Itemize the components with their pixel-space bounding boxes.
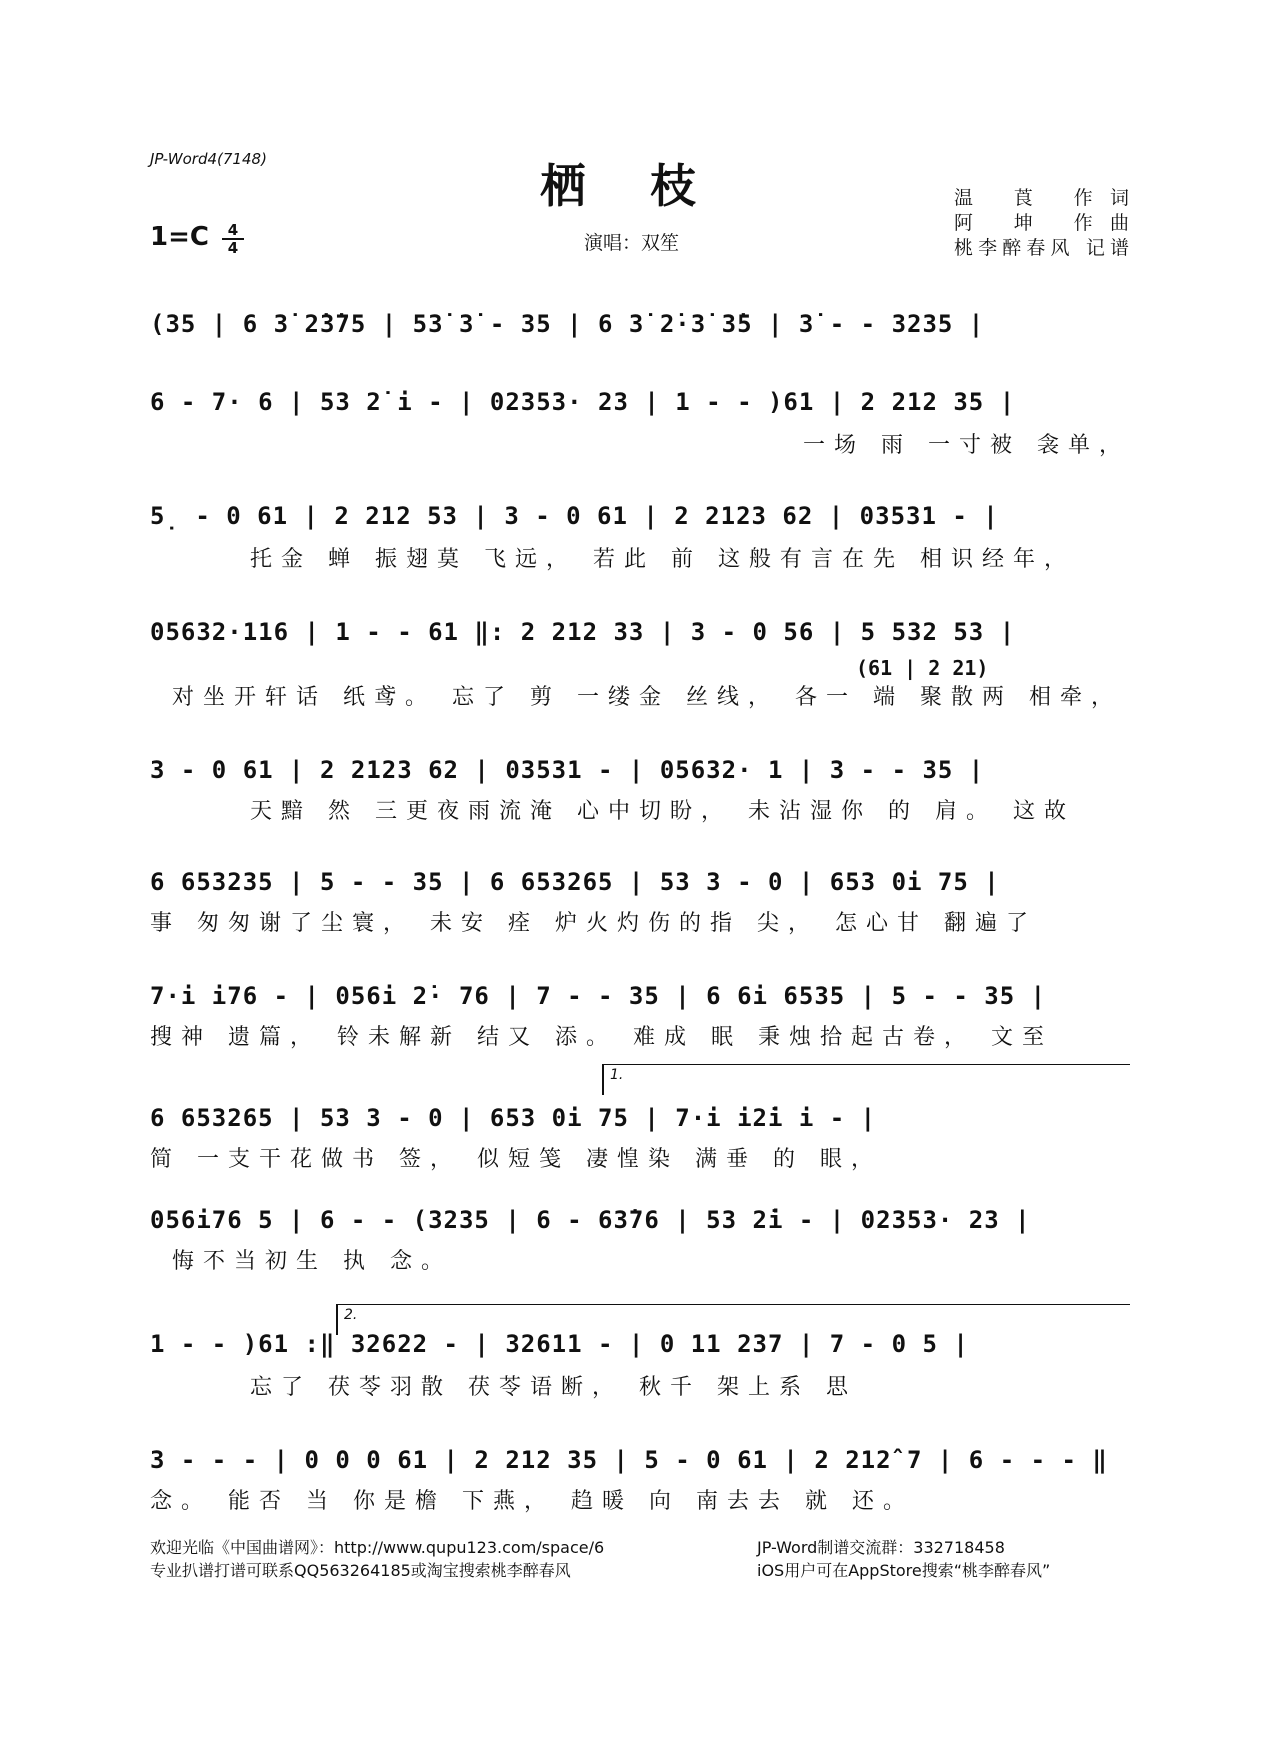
software-label: JP-Word4(7148) <box>150 150 267 168</box>
time-signature-bottom: 4 <box>227 239 239 257</box>
credits-block <box>954 186 1129 261</box>
lyric-line-6: 事 匆匆谢了尘寰， 未安 痊 炉火灼伤的指 尖， 怎心甘 翻遍了 <box>150 911 1037 936</box>
music-line-5: 3 - 0 61 | 2 2123 62 | 03531 - | 05632· 1 | 3 - - 35 | <box>150 756 985 784</box>
footer-ios-text: iOS用户可在AppStore搜索“桃李醉春风” <box>757 1561 1051 1580</box>
lyric-line-11: 念。 能否 当 你是檐 下燕， 趋暖 向 南去去 就 还。 <box>150 1489 914 1514</box>
footer-right <box>757 1536 1050 1582</box>
music-line-8: 6 653265 | 53 3 - 0 | 653 0i 75 | 7·i i2̇i i - | <box>150 1104 877 1132</box>
lyric-line-9: 悔不当初生 执 念。 <box>172 1249 452 1274</box>
second-ending-bracket <box>336 1304 1130 1331</box>
music-line-6: 6 653235 | 5 - - 35 | 6 653265 | 53 3 - 0 | 653 0i 75 | <box>150 868 1000 896</box>
music-line-9: 056i76 5 | 6 - - (3235 | 6 - 63̇76 | 53 2̇i - | 02353· 23 | <box>150 1206 1031 1234</box>
lyric-line-8: 简 一支干花做书 签， 似短笺 凄惶染 满垂 的 眼， <box>150 1147 882 1172</box>
footer-contact-text: 专业扒谱打谱可联系QQ563264185或淘宝搜索桃李醉春风 <box>150 1561 571 1580</box>
lyricist-credit: 温 莨 作词 <box>954 187 1129 209</box>
music-line-1: (35 | 6 3̇ 2̇3̇75 | 53̇ 3̇ - 35 | 6 3̇ 2̇·3̇ 3̇5 | 3̇ - - 3235 | <box>150 310 985 338</box>
lyric-line-2: 一场 雨 一寸被 衾单， <box>803 433 1130 458</box>
music-line-4: 05632·116 | 1 - - 61 ‖: 2 212 33 | 3 - 0 56 | 5 532 53 | <box>150 618 1016 646</box>
song-title: 栖枝 <box>540 159 760 213</box>
time-signature-top: 4 <box>222 222 244 240</box>
music-line-11: 3 - - - | 0 0 0 61 | 2 212 35 | 5 - 0 61 | 2 212̂ 7 | 6 - - - ‖ <box>150 1446 1108 1474</box>
footer-left <box>150 1536 604 1582</box>
time-signature <box>222 222 244 256</box>
lyric-line-3: 托金 蝉 振翅莫 飞远， 若此 前 这般有言在先 相识经年， <box>250 547 1075 572</box>
lyric-line-4: 对坐开轩话 纸鸢。 忘了 剪 一缕金 丝线， 各一 端 聚散两 相牵， <box>172 685 1122 710</box>
footer-group-text: JP-Word制谱交流群：332718458 <box>757 1538 1005 1557</box>
singer-credit: 演唱：双笙 <box>584 232 680 254</box>
first-ending-bracket <box>602 1064 1130 1091</box>
music-line-2: 6 - 7· 6 | 53 2̇ i - | 02353· 23 | 1 - - )61 | 2 212 35 | <box>150 388 1016 416</box>
first-ending-label: 1. <box>610 1067 624 1083</box>
transcriber-credit: 桃李醉春风 记谱 <box>954 237 1129 259</box>
music-line-3: 5̣ - 0 61 | 2 212 53 | 3 - 0 61 | 2 2123 62 | 03531 - | <box>150 502 999 530</box>
lyric-line-10: 忘了 茯苓羽散 茯苓语断， 秋千 架上系 思 <box>250 1375 857 1400</box>
bracket-note-line-4: (61 | 2 21) <box>856 656 989 680</box>
lyric-line-5: 天黯 然 三更夜雨流淹 心中切盼， 未沾湿你 的 肩。 这故 <box>250 799 1075 824</box>
composer-credit: 阿 坤 作曲 <box>954 212 1129 234</box>
second-ending-label: 2. <box>344 1307 358 1323</box>
music-line-10: 1 - - )61 :‖ 32622 - | 32611 - | 0 11 237 | 7 - 0 5 | <box>150 1330 969 1358</box>
lyric-line-7: 搜神 遗篇， 铃未解新 结又 添。 难成 眠 秉烛拾起古卷， 文至 <box>150 1025 1053 1050</box>
key-signature: 1=C <box>150 222 209 252</box>
footer-website-text: 欢迎光临《中国曲谱网》：http://www.qupu123.com/space/6 <box>150 1538 605 1557</box>
music-line-7: 7·i i76 - | 056i 2̇· 76 | 7 - - 35 | 6 6i 6535 | 5 - - 35 | <box>150 982 1047 1010</box>
